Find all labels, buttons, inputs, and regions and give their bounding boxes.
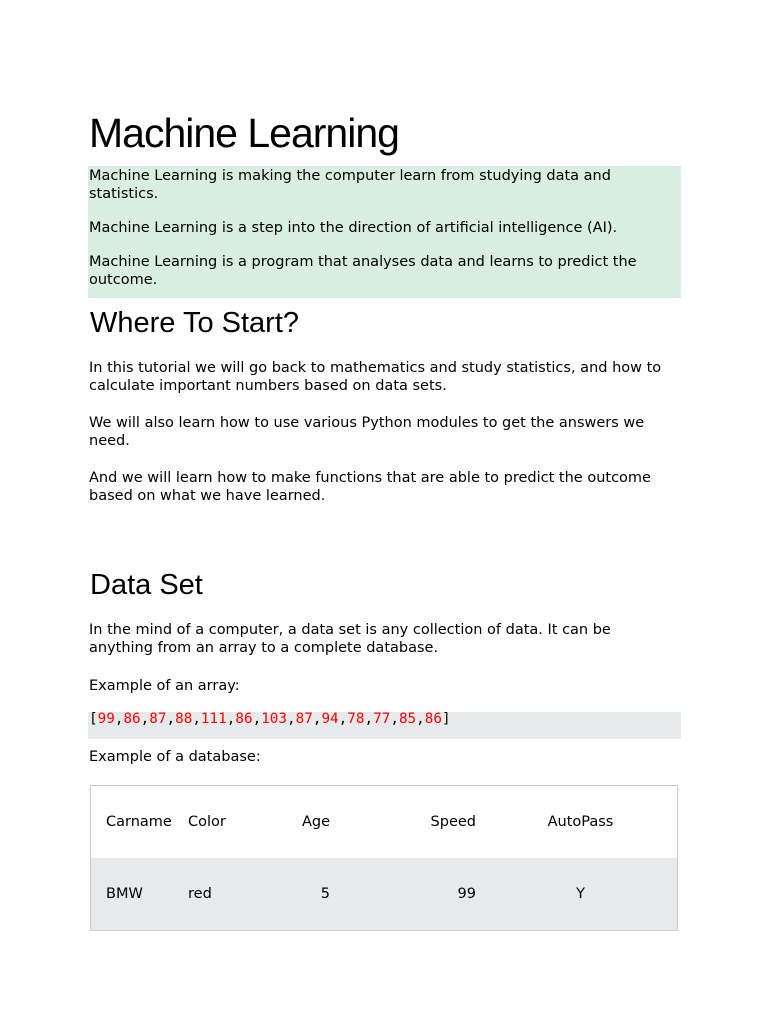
code-comma: , — [140, 711, 150, 727]
code-number: 94 — [321, 711, 339, 727]
intro-paragraph: Machine Learning is a step into the direction of artificial intelligence (AI). — [89, 220, 618, 236]
code-number: 85 — [398, 711, 417, 727]
table-header-cell-age: Age — [301, 814, 330, 830]
intro-paragraph: Machine Learning is making the computer learn from studying data and statistics. — [89, 168, 611, 202]
code-number: 87 — [149, 711, 167, 727]
code-number: 86 — [235, 711, 253, 727]
table-header-row — [91, 786, 677, 858]
code-bracket-open: [ — [89, 711, 98, 727]
paragraph: And we will learn how to make functions that are able to predict the outcome based on what we have learned. — [89, 470, 651, 504]
code-comma: , — [166, 711, 176, 727]
code-comma: , — [252, 711, 262, 727]
code-block — [88, 712, 681, 739]
table-cell: 99 — [457, 886, 476, 902]
code-number: 99 — [97, 711, 115, 727]
table-row — [91, 858, 677, 930]
table-cell: 5 — [320, 886, 330, 902]
section-heading-where-to-start: Where To Start? — [90, 307, 300, 339]
table-header-cell-color: Color — [188, 814, 226, 830]
code-number: 77 — [373, 711, 391, 727]
section-heading-data-set: Data Set — [90, 569, 203, 601]
table-cell: red — [188, 886, 212, 902]
code-number: 86 — [424, 711, 442, 727]
data-set-description: In the mind of a computer, a data set is any collection of data. It can be anything from an array to a complete database. — [89, 622, 611, 656]
data-table — [90, 785, 678, 931]
code-comma: , — [226, 711, 236, 727]
code-number: 78 — [347, 711, 365, 727]
code-comma: , — [416, 711, 425, 727]
code-number: 87 — [295, 711, 313, 727]
code-bracket-close: ] — [441, 711, 451, 727]
code-number: 103 — [261, 711, 288, 727]
table-header-cell-speed: Speed — [430, 814, 476, 830]
table-cell: BMW — [106, 886, 143, 902]
code-comma: , — [114, 711, 124, 727]
code-comma: , — [390, 711, 399, 727]
database-example-label: Example of a database: — [89, 749, 261, 765]
code-comma: , — [192, 711, 201, 727]
paragraph: We will also learn how to use various Python modules to get the answers we need. — [89, 415, 645, 449]
code-comma: , — [338, 711, 348, 727]
code-number: 111 — [200, 711, 227, 727]
code-comma: , — [364, 711, 374, 727]
page-title: Machine Learning — [89, 110, 399, 156]
code-number: 86 — [123, 711, 141, 727]
code-comma: , — [312, 711, 322, 727]
intro-panel — [88, 166, 681, 298]
table-header-cell-carname: Carname — [106, 814, 172, 830]
table-cell: Y — [576, 886, 585, 902]
array-example-label: Example of an array: — [89, 678, 240, 694]
table-header-cell-autopass: AutoPass — [547, 814, 614, 830]
code-number: 88 — [175, 711, 193, 727]
code-comma: , — [287, 711, 296, 727]
intro-paragraph: Machine Learning is a program that analyses data and learns to predict the outcome. — [89, 254, 637, 288]
paragraph: In this tutorial we will go back to mathematics and study statistics, and how to calculate important numbers based on data sets. — [89, 360, 662, 394]
